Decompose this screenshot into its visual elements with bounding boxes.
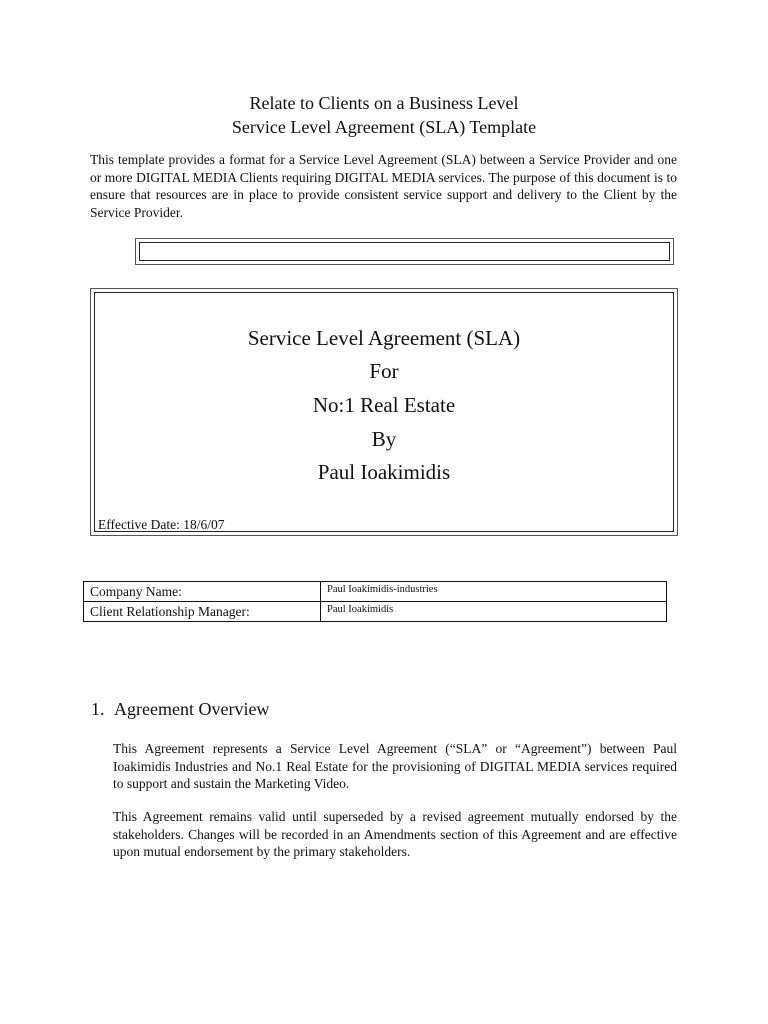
- company-name-label: Company Name:: [84, 582, 321, 602]
- section-heading: [91, 698, 269, 720]
- table-row: [84, 602, 667, 622]
- relationship-manager-label: Client Relationship Manager:: [84, 602, 321, 622]
- table-row: [84, 582, 667, 602]
- cover-inner-frame: [94, 292, 674, 532]
- relationship-manager-value: Paul Ioakimidis: [321, 602, 667, 622]
- overview-paragraph-1: This Agreement represents a Service Level Agreement (“SLA” or “Agreement”) between Paul Ioakimidis Industries and No.1 Real Estate for the provisioning of DIGITAL MEDIA services required to support and sustain the Marketing Video.: [113, 741, 677, 791]
- empty-frame-box: [135, 238, 674, 265]
- info-table: [83, 581, 667, 622]
- cover-client-name: No:1 Real Estate: [312, 393, 456, 417]
- cover-by-label: By: [371, 427, 397, 451]
- intro-paragraph: This template provides a format for a Service Level Agreement (SLA) between a Service Provider and one or more DIGITAL MEDIA Clients requiring DIGITAL MEDIA services. The purpose of this document is to ensure that resources are in place to provide consistent service support and delivery to the Client by the Service Provider.: [90, 152, 677, 220]
- overview-paragraph-2: This Agreement remains valid until superseded by a revised agreement mutually endorsed by the stakeholders. Changes will be recorded in an Amendments section of this Agreement and are effective upon mutual endorsement by the primary stakeholders.: [113, 809, 677, 859]
- cover-box: [90, 288, 678, 536]
- document-subtitle: Service Level Agreement (SLA) Template: [231, 117, 537, 137]
- section-number: 1.: [91, 699, 105, 719]
- cover-agreement-title: Service Level Agreement (SLA): [247, 326, 521, 350]
- effective-date: Effective Date: 18/6/07: [98, 517, 225, 532]
- cover-for-label: For: [369, 359, 399, 383]
- document-title: Relate to Clients on a Business Level: [249, 93, 519, 113]
- section-title: Agreement Overview: [114, 699, 270, 719]
- company-name-value: Paul Ioakimidis-industries: [321, 582, 667, 602]
- cover-provider-name: Paul Ioakimidis: [317, 460, 451, 484]
